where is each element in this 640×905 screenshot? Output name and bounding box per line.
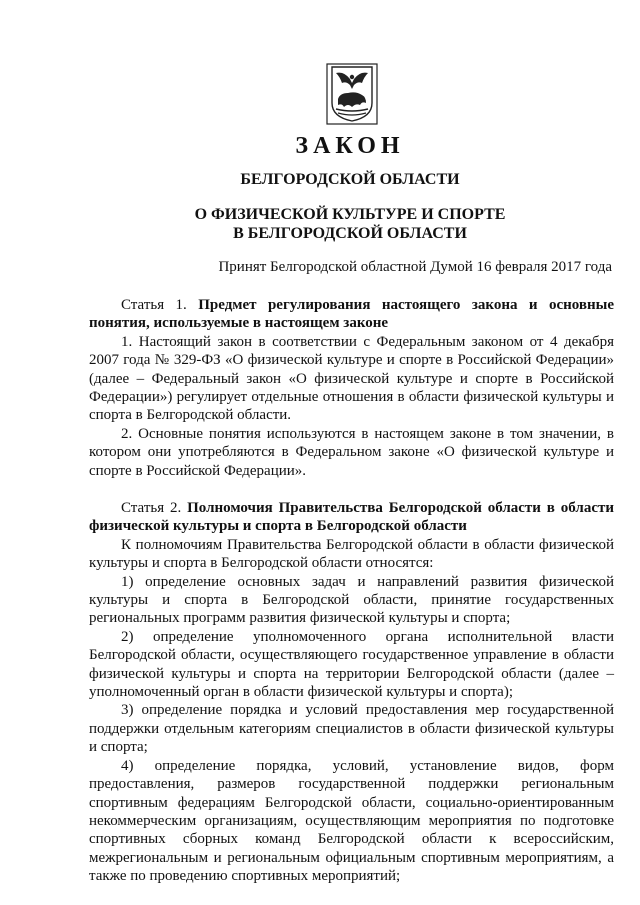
- article-1-title: Предмет регулирования настоящего закона и основные понятия, используемые в настоящем законе: [89, 297, 615, 332]
- article-1-heading: [89, 296, 614, 333]
- article-1-paragraph: 2. Основные понятия используются в настоящем законе в том значении, в котором они употребляются в Федеральном законе «О физической культуре и спорте в Российской Федерации».: [89, 425, 614, 479]
- article-2-paragraph: 3) определение порядка и условий предоставления мер государственной поддержки отдельным категориям специалистов в области физической культуры и спорта;: [89, 702, 614, 756]
- article-2: [89, 499, 614, 886]
- article-2-paragraph: 2) определение уполномоченного органа исполнительной власти Белгородской области, осуществляющего государственное управление в области физической культуры и спорта на территории Белгородской области (далее – уполномоченный орган в области физической культуры и спорта);: [89, 628, 614, 701]
- article-2-heading: [89, 499, 614, 536]
- subject-title: [0, 205, 640, 243]
- article-2-paragraph: 4) определение порядка, условий, установление видов, форм предоставления, размеров государственной поддержки региональным спортивным федерациям Белгородской области, социально-ориентированным некоммерческим организациям, осуществляющим мероприятия по подготовке спортивных сборных команд Белгородской области к всероссийским, межрегиональным и региональным официальным спортивным мероприятиям, а также по проведению спортивных мероприятий;: [89, 757, 614, 885]
- article-2-paragraph: 1) определение основных задач и направлений развития физической культуры и спорта в Белгородской области, принятие государственных региональных программ развития физической культуры и спорта;: [89, 573, 614, 627]
- article-1-label: Статья 1.: [121, 297, 187, 313]
- belgorod-coat-of-arms-emblem: [326, 63, 378, 125]
- article-1-paragraph: 1. Настоящий закон в соответствии с Федеральным законом от 4 декабря 2007 года № 329-ФЗ «О физической культуре и спорте в Российской Федерации» (далее – Федеральный закон «О физической культуре и спорте в Российской Федерации») регулирует отдельные отношения в области физической культуры и спорта в Белгородской области.: [89, 333, 614, 424]
- article-2-paragraph: К полномочиям Правительства Белгородской области в области физической культуры и спорта в Белгородской области относятся:: [89, 536, 614, 572]
- adoption-note: Принят Белгородской областной Думой 16 февраля 2017 года: [218, 259, 612, 275]
- article-1: [89, 296, 614, 480]
- subject-title-line-1: О ФИЗИЧЕСКОЙ КУЛЬТУРЕ И СПОРТЕ: [194, 206, 506, 223]
- region-title: БЕЛГОРОДСКОЙ ОБЛАСТИ: [240, 171, 460, 188]
- article-2-title: Полномочия Правительства Белгородской области в области физической культуры и спорта в Белгородской области: [89, 500, 614, 535]
- subject-title-line-2: В БЕЛГОРОДСКОЙ ОБЛАСТИ: [233, 225, 467, 242]
- article-2-label: Статья 2.: [121, 500, 182, 516]
- law-title: ЗАКОН: [295, 133, 405, 159]
